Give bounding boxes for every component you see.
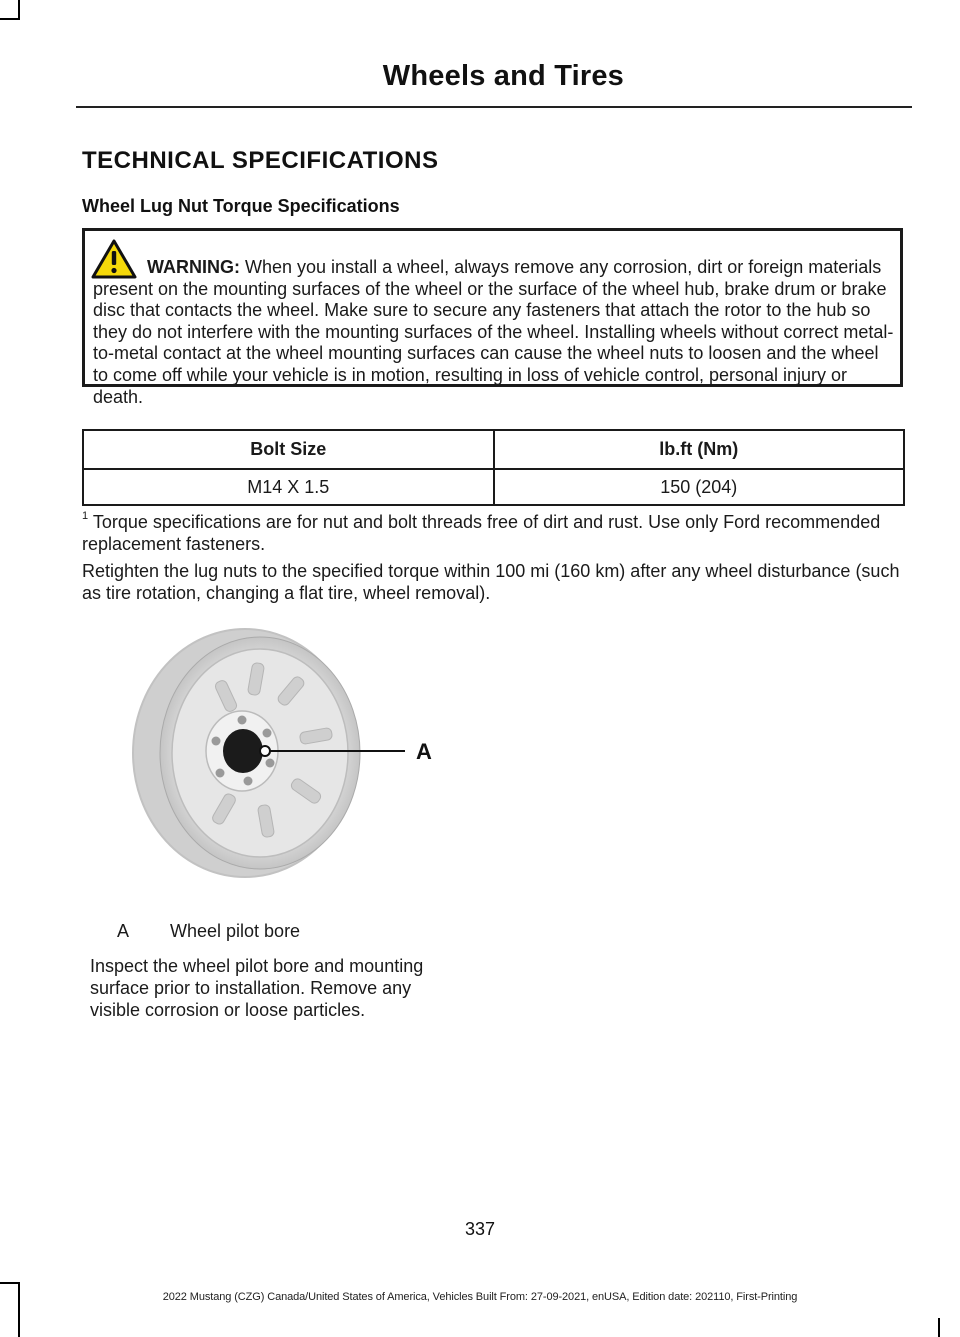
section-subtitle: Wheel Lug Nut Torque Specifications (82, 196, 400, 216)
warning-text (93, 257, 896, 408)
torque-spec-table (82, 429, 905, 506)
crop-mark (18, 0, 20, 20)
footnote (82, 507, 902, 555)
warning-body: When you install a wheel, always remove any corrosion, dirt or foreign materials present on the mounting surfaces of the wheel or the surface of the wheel hub, brake drum or brake disc that contacts the wheel. Make sure to secure any fasteners that attach the rotor to the hub so they do not interfere with the mounting surfaces of the wheel. Installing wheels without correct metal-to-metal contact at the wheel mounting surfaces can cause the wheel nuts to loosen and the wheel to come off while your vehicle is in motion, resulting in loss of vehicle control, personal injury or death. (93, 257, 894, 407)
footer-text: 2022 Mustang (CZG) Canada/United States of America, Vehicles Built From: 27-09-2021, enUSA, Edition date: 202110, First-Printing (162, 1291, 798, 1303)
table-header-cell: lb.ft (Nm) (494, 430, 905, 469)
crop-mark (0, 1282, 20, 1284)
page-number: 337 (464, 1219, 496, 1239)
header-rule (76, 106, 912, 108)
header-title: Wheels and Tires (382, 60, 624, 92)
figure-callout-label: A (416, 739, 432, 764)
footnote-text: Torque specifications are for nut and bolt threads free of dirt and rust. Use only Ford recommended replacement fasteners. (82, 512, 881, 554)
crop-mark (0, 18, 20, 20)
footnote-marker: 1 (82, 510, 89, 522)
inspect-paragraph: Inspect the wheel pilot bore and mounting surface prior to installation. Remove any visible corrosion or loose particles. (90, 956, 424, 1020)
legend-key: A (117, 921, 130, 941)
section-title: TECHNICAL SPECIFICATIONS (82, 147, 439, 174)
table-header-row (83, 430, 904, 469)
warning-label: WARNING: (147, 257, 240, 277)
retighten-paragraph: Retighten the lug nuts to the specified torque within 100 mi (160 km) after any wheel disturbance (such as tire rotation, changing a flat tire, wheel removal). (82, 561, 900, 603)
table-row (83, 469, 904, 505)
table-header-cell: Bolt Size (83, 430, 494, 469)
table-cell: M14 X 1.5 (83, 469, 494, 505)
legend-text: Wheel pilot bore (170, 921, 301, 941)
table-cell: 150 (204) (494, 469, 905, 505)
warning-box (82, 228, 903, 407)
wheel-illustration (120, 625, 450, 880)
crop-mark (938, 1318, 940, 1337)
